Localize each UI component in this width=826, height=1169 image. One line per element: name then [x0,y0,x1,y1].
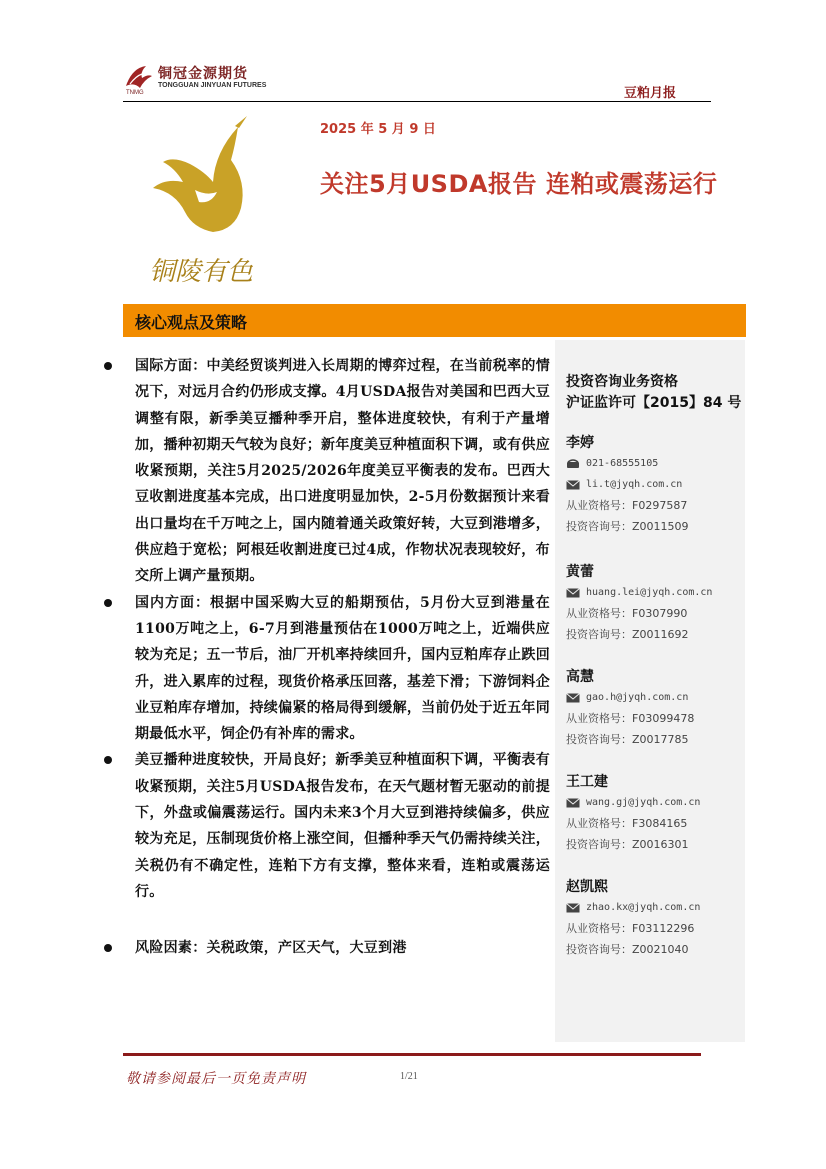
analyst-email[interactable]: zhao.kx@jyqh.com.cn [586,902,701,913]
bullet-risk [104,935,550,961]
analyst-name: 黄蕾 [566,564,594,580]
email-icon [566,480,580,490]
email-icon [566,693,580,703]
analyst-phone: 021-68555105 [586,458,659,469]
company-logo-icon [122,60,156,94]
page-number: 1/21 [400,1071,418,1082]
analyst-card [566,772,744,855]
bullet-dot-icon [104,944,112,952]
qualification-line1: 投资咨询业务资格 [566,374,678,390]
report-type: 豆粕月报 [623,86,676,101]
analyst-phone-row [566,453,744,474]
analyst-email-row [566,897,744,918]
emblem-logo-icon [135,112,260,287]
bullet-dot-icon [104,362,112,370]
qualification [566,372,744,414]
disclaimer-note[interactable]: 敬请参阅最后一页免责声明 [126,1071,306,1087]
email-icon [566,903,580,913]
company-name-en: TONGGUAN JINYUAN FUTURES [158,82,267,89]
report-date: 2025 年 5 月 9 日 [320,122,436,137]
analyst-email[interactable]: wang.gj@jyqh.com.cn [586,797,701,808]
phone-icon [566,459,580,469]
email-icon [566,588,580,598]
bullet-international [104,353,550,590]
analyst-email-row [566,792,744,813]
analyst-cert: 从业资格号：F03099478 [566,712,695,725]
analyst-cert: 从业资格号：F0307990 [566,607,688,620]
qualification-line2: 沪证监许可【2015】84 号 [566,395,742,411]
emblem-text: 铜陵有色 [149,257,254,287]
bullet-outlook [104,747,550,905]
analyst-consult: 投资咨询号：Z0011692 [566,628,689,641]
analyst-name: 王工建 [566,774,608,790]
bullet-text: 美豆播种进度较快，开局良好；新季美豆种植面积下调，平衡表有收紧预期，关注5月USDA报告发布，在天气题材暂无驱动的前提下，外盘或偏震荡运行。国内未来3个月大豆到港持续偏多，供应较为充足，压制现货价格上涨空间，但播种季天气仍需持续关注，关税仍有不确定性，连粕下方有支撑，整体来看，连粕或震荡运行。 [135,752,550,900]
header-divider [123,101,711,102]
analyst-card [566,667,744,750]
analyst-email-row [566,474,744,495]
risk-text: 风险因素：关税政策，产区天气，大豆到港 [135,940,407,957]
analyst-cert: 从业资格号：F0297587 [566,499,688,512]
analyst-card [566,562,744,645]
company-abbr: TNMG [126,90,144,96]
section-title: 核心观点及策略 [135,313,248,332]
analyst-card [566,877,744,960]
company-name-cn: 铜冠金源期货 [158,66,248,82]
analyst-sidebar [555,340,745,1042]
email-icon [566,798,580,808]
analyst-consult: 投资咨询号：Z0011509 [566,520,689,533]
analyst-email[interactable]: gao.h@jyqh.com.cn [586,692,689,703]
main-content [104,353,550,962]
bullet-dot-icon [104,756,112,764]
analyst-email-row [566,582,744,603]
analyst-email[interactable]: huang.lei@jyqh.com.cn [586,587,713,598]
analyst-name: 高慧 [566,669,594,685]
analyst-cert: 从业资格号：F3084165 [566,817,688,830]
bullet-dot-icon [104,599,112,607]
bullet-text: 国际方面：中美经贸谈判进入长周期的博弈过程，在当前税率的情况下，对远月合约仍形成支撑。4月USDA报告对美国和巴西大豆调整有限，新季美豆播种季开启，整体进度较快，有利于产量增加，播种初期天气较为良好；新年度美豆种植面积下调，或有供应收紧预期，关注5月2025/2026年度美豆平衡表的发布。巴西大豆收割进度基本完成，出口进度明显加快，2-5月份数据预计来看出口量均在千万吨之上，国内随着通关政策好转，大豆到港增多，供应趋于宽松；阿根廷收割进度已过4成，作物状况表现较好，布交所上调产量预期。 [135,358,550,585]
bullet-domestic [104,590,550,748]
analyst-consult: 投资咨询号：Z0021040 [566,943,689,956]
analyst-email-row [566,687,744,708]
analyst-consult: 投资咨询号：Z0017785 [566,733,689,746]
bullet-text: 国内方面：根据中国采购大豆的船期预估，5月份大豆到港量在1100万吨之上，6-7月到港量预估在1000万吨之上，近端供应较为充足；五一节后，油厂开机率持续回升，国内豆粕库存止跌回升，进入累库的过程，现货价格承压回落，基差下滑；下游饲料企业豆粕库存增加，持续偏紧的格局得到缓解，当前仍处于近五年同期最低水平，饲企仍有补库的需求。 [135,594,550,743]
footer-divider [123,1053,701,1056]
analyst-cert: 从业资格号：F03112296 [566,922,695,935]
analyst-name: 赵凯熙 [566,879,608,895]
analyst-card [566,433,744,537]
analyst-name: 李婷 [566,435,594,451]
analyst-consult: 投资咨询号：Z0016301 [566,838,689,851]
report-title: 关注5月USDA报告 连粕或震荡运行 [320,170,718,198]
analyst-email[interactable]: li.t@jyqh.com.cn [586,479,683,490]
